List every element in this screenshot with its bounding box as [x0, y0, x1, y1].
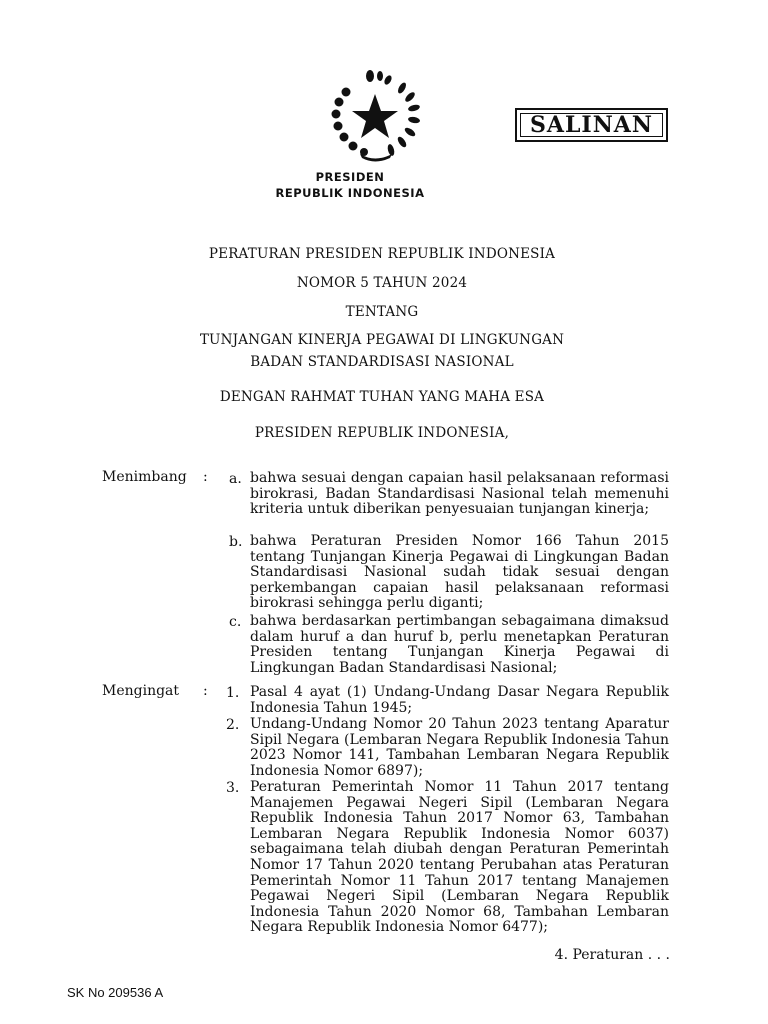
next-page-continuation: 4. Peraturan . . . — [554, 947, 670, 963]
mengingat-colon: : — [203, 683, 208, 699]
mengingat-marker-2: 2. — [226, 717, 240, 733]
office-line-republic: REPUBLIK INDONESIA — [275, 186, 425, 200]
regulation-title: PERATURAN PRESIDEN REPUBLIK INDONESIA — [208, 246, 556, 262]
mengingat-item-3: Peraturan Pemerintah Nomor 11 Tahun 2017 tentang Manajemen Pegawai Negeri Sipil (Lembaran Negara Republik Indonesia Tahun 2017 Nomor 63, Tambahan Lembaran Negara Republik Indonesia Nomor 6037) sebagaimana telah diubah dengan Peraturan Pemerintah Nomor 17 Tahun 2020 tentang Perubahan atas Peraturan Pemerintah Nomor 11 Tahun 2017 tentang Manajemen Pegawai Negeri Sipil (Lembaran Negara Republik Indonesia Tahun 2020 Nomor 68, Tambahan Lembaran Negara Republik Indonesia Nomor 6477); — [250, 779, 669, 936]
document-serial-number: SK No 209536 A — [67, 985, 164, 1000]
mengingat-label: Mengingat — [102, 683, 180, 699]
menimbang-item-a: bahwa sesuai dengan capaian hasil pelaksanaan reformasi birokrasi, Badan Standardisasi Nasional telah memenuhi kriteria untuk diberikan penyesuaian tunjangan kinerja; — [250, 470, 669, 518]
menimbang-item-c: bahwa berdasarkan pertimbangan sebagaimana dimaksud dalam huruf a dan huruf b, perlu menetapkan Peraturan Presiden tentang Tunjangan Kinerja Pegawai di Lingkungan Badan Standardisasi Nasional; — [250, 613, 669, 676]
menimbang-colon: : — [203, 469, 208, 485]
menimbang-marker-c: c. — [229, 614, 242, 630]
mengingat-marker-1: 1. — [226, 685, 240, 701]
issuer: PRESIDEN REPUBLIK INDONESIA, — [254, 425, 510, 441]
mengingat-item-1: Pasal 4 ayat (1) Undang-Undang Dasar Negara Republik Indonesia Tahun 1945; — [250, 684, 669, 716]
regulation-tentang: TENTANG — [345, 304, 419, 320]
salinan-text: SALINAN — [529, 112, 653, 138]
menimbang-marker-a: a. — [229, 471, 242, 487]
regulation-number: NOMOR 5 TAHUN 2024 — [296, 275, 468, 291]
salinan-stamp — [515, 108, 668, 142]
invocation: DENGAN RAHMAT TUHAN YANG MAHA ESA — [219, 389, 545, 405]
state-emblem-icon — [326, 66, 424, 164]
mengingat-item-2: Undang-Undang Nomor 20 Tahun 2023 tentang Aparatur Sipil Negara (Lembaran Negara Republik Indonesia Tahun 2023 Nomor 141, Tambahan Lembaran Negara Republik Indonesia Nomor 6897); — [250, 716, 669, 779]
office-line-president: PRESIDEN — [315, 170, 385, 184]
menimbang-label: Menimbang — [102, 469, 187, 485]
menimbang-marker-b: b. — [229, 534, 243, 550]
regulation-subject-line1: TUNJANGAN KINERJA PEGAWAI DI LINGKUNGAN — [199, 332, 565, 348]
mengingat-marker-3: 3. — [226, 780, 240, 796]
menimbang-item-b: bahwa Peraturan Presiden Nomor 166 Tahun 2015 tentang Tunjangan Kinerja Pegawai di Lingkungan Badan Standardisasi Nasional sudah tidak sesuai dengan perkembangan capaian hasil pelaksanaan reformasi birokrasi sehingga perlu diganti; — [250, 533, 669, 612]
regulation-subject-line2: BADAN STANDARDISASI NASIONAL — [250, 354, 514, 370]
